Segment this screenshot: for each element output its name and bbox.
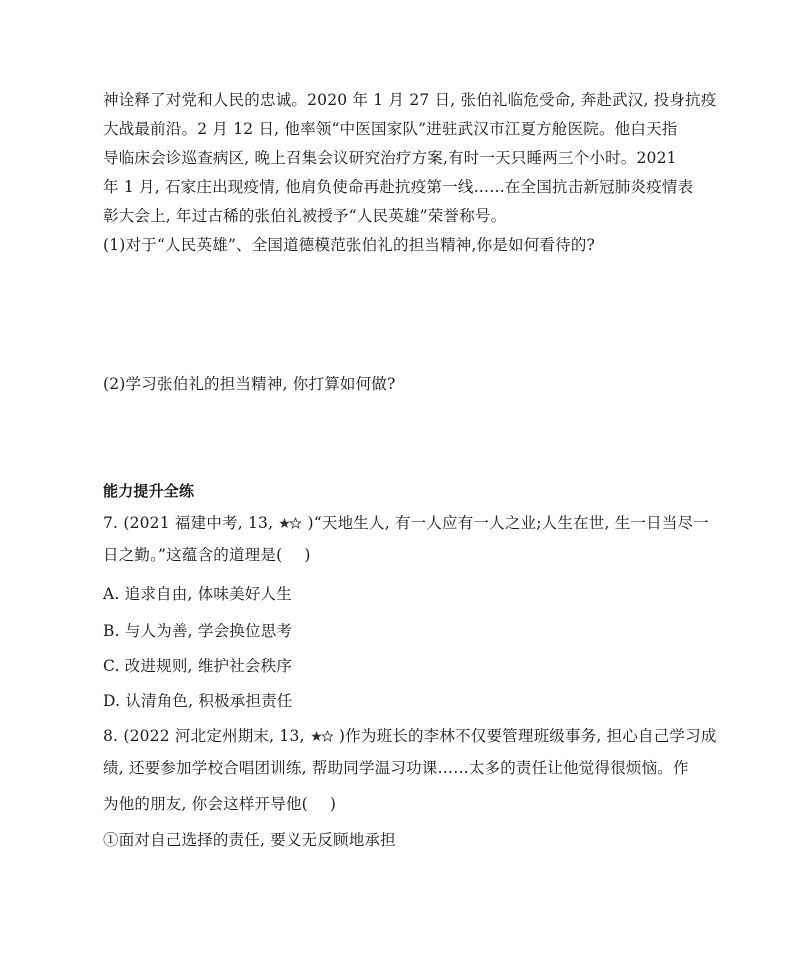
option-a: A. 追求自由, 体味美好人生 [103,585,292,603]
passage-line-4: 年 1 月, 石家庄出现疫情, 他肩负使命再赴抗疫第一线……在全国抗击新冠肺炎疫情表 [103,178,694,196]
question-6-part-1: (1)对于“人民英雄”、全国道德模范张伯礼的担当精神,你是如何看待的? [103,236,596,254]
question-6-part-2: (2)学习张伯礼的担当精神, 你打算如何做? [103,375,396,393]
passage-line-1: 神诠释了对党和人民的忠诚。2020 年 1 月 27 日, 张伯礼临危受命, 奔赴武汉, 投身抗疫 [103,91,717,109]
option-d: D. 认清角色, 积极承担责任 [103,692,293,710]
question-7-line-1 [103,512,709,534]
passage-line-3: 导临床会诊巡查病区, 晚上召集会议研究治疗方案,有时一天只睡两三个小时。2021 [103,149,677,167]
passage-line-5: 彰大会上, 年过古稀的张伯礼被授予“人民英雄”荣誉称号。 [103,207,507,225]
question-7-source: 7. (2021 福建中考, 13, [103,514,274,532]
question-8-line-1 [103,725,717,747]
question-8-statement-1: ①面对自己选择的责任, 要义无反顾地承担 [103,831,396,849]
difficulty-stars-icon [279,517,301,531]
question-8-source: 8. (2022 河北定州期末, 13, [103,727,305,745]
section-title: 能力提升全练 [103,482,195,500]
question-7-stem: )“天地生人, 有一人应有一人之业;人生在世, 生一日当尽一 [307,514,709,532]
passage-line-2: 大战最前沿。2 月 12 日, 他率领“中医国家队”进驻武汉市江夏方舱医院。他白天指 [103,120,678,138]
question-7-line-2: 日之勤。”这蕴含的道理是( ) [103,546,311,564]
option-c: C. 改进规则, 维护社会秩序 [103,657,293,675]
question-8-line-3: 为他的朋友, 你会这样开导他( ) [103,795,337,813]
question-8-line-2: 绩, 还要参加学校合唱团训练, 帮助同学温习功课……太多的责任让他觉得很烦恼。作 [103,759,689,777]
question-8-stem: )作为班长的李林不仅要管理班级事务, 担心自己学习成 [338,727,717,745]
difficulty-stars-icon [311,730,333,744]
option-b: B. 与人为善, 学会换位思考 [103,622,293,640]
